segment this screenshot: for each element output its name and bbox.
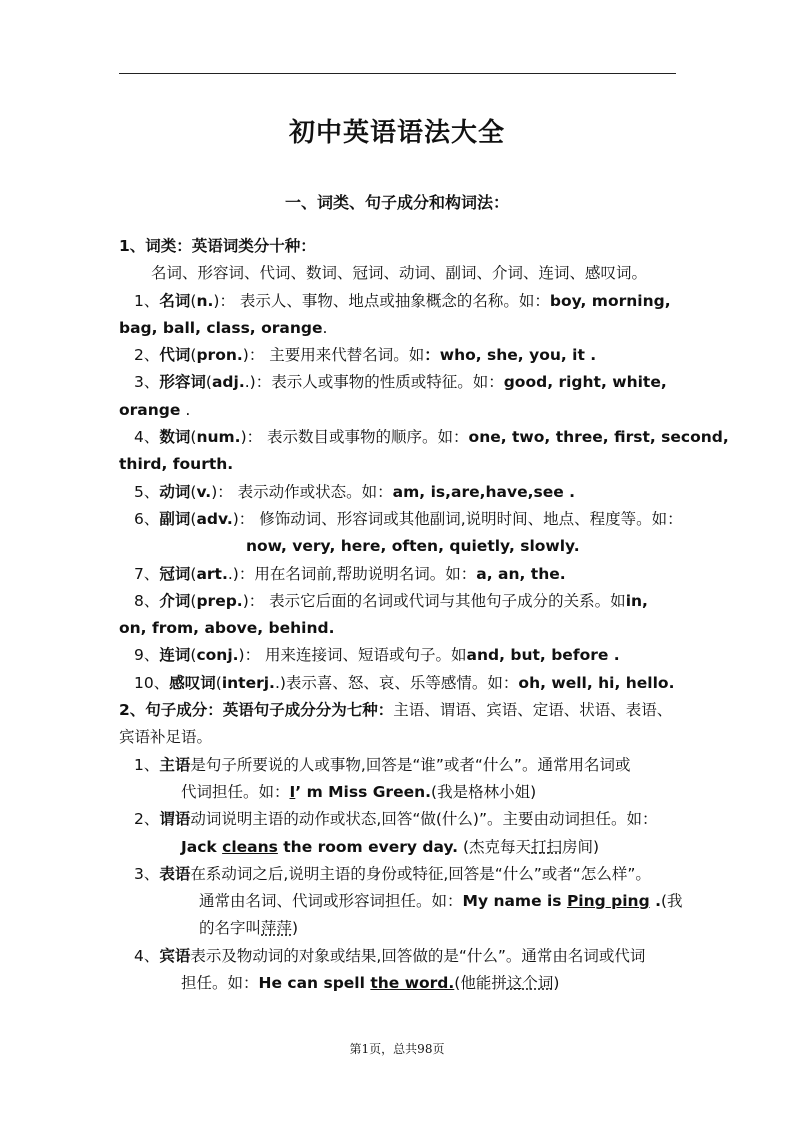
text-run: 打扫 bbox=[531, 837, 563, 856]
text-run: boy, morning, bbox=[549, 291, 671, 310]
text-run: cleans bbox=[222, 837, 278, 856]
text-line bbox=[119, 779, 685, 806]
text-run: . bbox=[649, 892, 661, 911]
text-run: ) bbox=[292, 919, 299, 938]
text-run: 6、 bbox=[134, 509, 160, 528]
text-run: adv. bbox=[196, 509, 233, 528]
text-run: the word. bbox=[370, 974, 455, 993]
text-run: adj. bbox=[211, 373, 245, 392]
text-run: 感叹词 bbox=[169, 673, 216, 692]
text-run: 连词 bbox=[159, 646, 191, 665]
text-run: ( bbox=[190, 482, 197, 501]
text-run: 数词 bbox=[159, 428, 191, 447]
text-run: 冠词 bbox=[159, 564, 191, 583]
text-line bbox=[119, 397, 685, 424]
text-run: 形容词 bbox=[159, 373, 206, 392]
text-line bbox=[119, 724, 685, 751]
text-line bbox=[119, 697, 685, 724]
text-run: 代词担任。如： bbox=[181, 782, 290, 801]
text-run: He can spell bbox=[258, 974, 371, 993]
text-line bbox=[119, 670, 685, 697]
text-run: conj. bbox=[196, 646, 239, 665]
text-run: 2、 bbox=[134, 346, 160, 365]
text-line bbox=[119, 315, 685, 342]
text-run: 副词 bbox=[159, 509, 191, 528]
text-line bbox=[119, 642, 685, 669]
text-line bbox=[119, 288, 685, 315]
text-run: 宾语 bbox=[159, 946, 191, 965]
text-run: 5、 bbox=[134, 482, 160, 501]
text-run: 9、 bbox=[134, 646, 160, 665]
text-run: 3、 bbox=[134, 373, 160, 392]
text-run: I bbox=[289, 782, 296, 801]
text-run: a, an, the. bbox=[476, 564, 566, 583]
text-run: (我是格林小姐) bbox=[431, 782, 537, 801]
text-line bbox=[119, 533, 685, 560]
page-footer: 第1页，总共98页 bbox=[349, 1042, 445, 1056]
body-text bbox=[119, 233, 729, 997]
text-run: art. bbox=[196, 564, 228, 583]
text-run: .)：表示人或事物的性质或特征。如： bbox=[244, 373, 504, 392]
text-run: )： 主要用来代替名词。如 bbox=[242, 346, 425, 365]
text-line bbox=[119, 451, 685, 478]
text-line bbox=[119, 342, 685, 369]
text-run: (我 bbox=[660, 892, 683, 911]
text-run: in, bbox=[625, 591, 648, 610]
text-run: 10、 bbox=[134, 673, 170, 692]
text-run: Jack bbox=[181, 837, 223, 856]
text-run: on, from, above, behind. bbox=[119, 619, 335, 638]
text-run: ’ m Miss Green. bbox=[295, 782, 432, 801]
text-run: 表示及物动词的对象或结果,回答做的是“什么”。通常由名词或代词 bbox=[190, 946, 646, 965]
text-run: 3、 bbox=[134, 864, 160, 883]
text-line bbox=[119, 260, 685, 287]
text-run: 7、 bbox=[134, 564, 160, 583]
text-run: good, right, white, bbox=[503, 373, 667, 392]
text-run: .)：用在名词前,帮助说明名词。如： bbox=[227, 564, 477, 583]
text-run: My name is bbox=[462, 892, 567, 911]
text-run: 动词说明主语的动作或状态,回答“做(什么)”。主要由动词担任。如： bbox=[190, 810, 658, 829]
text-run: (他能拼 bbox=[454, 974, 507, 993]
text-line bbox=[119, 369, 685, 396]
header-rule bbox=[119, 73, 676, 74]
text-run: 这个词 bbox=[506, 974, 554, 993]
text-run: num. bbox=[196, 428, 241, 447]
text-run: orange bbox=[119, 400, 181, 419]
text-run: 2、句子成分：英语句子成分分为七种： bbox=[119, 701, 394, 720]
text-run: 房间) bbox=[562, 837, 600, 856]
text-line bbox=[119, 915, 685, 942]
text-run: 4、 bbox=[134, 428, 160, 447]
text-run: ( bbox=[215, 673, 222, 692]
text-line bbox=[119, 233, 685, 260]
text-run: 名词 bbox=[159, 291, 191, 310]
text-run: ( bbox=[190, 428, 197, 447]
text-run: am, is,are,have,see . bbox=[392, 482, 576, 501]
text-run: 4、 bbox=[134, 946, 160, 965]
text-run: )： 表示数目或事物的顺序。如： bbox=[240, 428, 469, 447]
text-run: )： 表示人、事物、地点或抽象概念的名称。如： bbox=[213, 291, 550, 310]
text-run: n. bbox=[196, 291, 214, 310]
text-run: )： 修饰动词、形容词或其他副词,说明时间、地点、程度等。如： bbox=[232, 509, 683, 528]
text-run: . bbox=[180, 400, 191, 419]
text-run: and, but, before . bbox=[466, 646, 620, 665]
page-title: 初中英语语法大全 bbox=[288, 118, 505, 148]
text-run: 通常由名词、代词或形容词担任。如： bbox=[199, 892, 463, 911]
text-run: )： 表示动作或状态。如： bbox=[211, 482, 393, 501]
text-run: prep. bbox=[196, 591, 243, 610]
text-run: v. bbox=[196, 482, 212, 501]
text-run: now, very, here, often, quietly, slowly. bbox=[246, 537, 580, 556]
text-run: 1、词类：英语词类分十种： bbox=[119, 237, 316, 255]
text-run: 主语 bbox=[159, 755, 191, 774]
text-run: bag, ball, class, orange bbox=[119, 318, 323, 337]
text-run: one, two, three, first, second, bbox=[468, 428, 729, 447]
text-run: ( bbox=[190, 564, 197, 583]
text-line bbox=[119, 806, 685, 833]
text-run: ( bbox=[190, 291, 197, 310]
text-line bbox=[119, 506, 685, 533]
text-run: 宾语补足语。 bbox=[119, 728, 213, 747]
text-run: 担任。如： bbox=[181, 974, 259, 993]
section-heading: 一、词类、句子成分和构词法： bbox=[284, 193, 509, 212]
text-run: 的名字叫 bbox=[199, 919, 262, 938]
text-run: 是句子所要说的人或事物,回答是“谁”或者“什么”。通常用名词或 bbox=[190, 755, 631, 774]
text-run: (杰克每天 bbox=[458, 837, 532, 856]
text-line bbox=[119, 834, 685, 861]
text-line bbox=[119, 861, 685, 888]
text-run: )： 用来连接词、短语或句子。如 bbox=[238, 646, 467, 665]
text-run: 主语、谓语、宾语、定语、状语、表语、 bbox=[393, 701, 673, 720]
text-line bbox=[119, 424, 729, 451]
text-run: third, fourth. bbox=[119, 455, 234, 474]
text-line bbox=[119, 943, 685, 970]
text-run: 名词、形容词、代词、数词、冠词、动词、副词、介词、连词、感叹词。 bbox=[151, 264, 648, 283]
text-run: 代词 bbox=[159, 346, 191, 365]
text-line bbox=[119, 970, 685, 997]
text-run: )： 表示它后面的名词或代词与其他句子成分的关系。如 bbox=[242, 591, 626, 610]
text-run: 介词 bbox=[159, 591, 191, 610]
text-line bbox=[119, 752, 685, 779]
text-run: pron. bbox=[196, 346, 243, 365]
text-run: 2、 bbox=[134, 810, 160, 829]
text-line bbox=[119, 561, 685, 588]
text-run: 在系动词之后,说明主语的身份或特征,回答是“什么”或者“怎么样”。 bbox=[190, 864, 651, 883]
text-line bbox=[119, 588, 685, 615]
text-run: ( bbox=[190, 346, 197, 365]
text-run: 萍萍 bbox=[261, 919, 293, 938]
text-run: ( bbox=[190, 591, 197, 610]
text-line bbox=[119, 479, 685, 506]
text-run: 谓语 bbox=[159, 810, 191, 829]
text-line bbox=[119, 888, 685, 915]
text-run: 1、 bbox=[134, 755, 160, 774]
text-run: 8、 bbox=[134, 591, 160, 610]
text-run: oh, well, hi, hello. bbox=[518, 673, 675, 692]
text-run: the room every day. bbox=[277, 837, 459, 856]
text-run: ) bbox=[553, 974, 560, 993]
text-run: . bbox=[322, 318, 328, 337]
text-run: 动词 bbox=[159, 482, 191, 501]
text-run: 1、 bbox=[134, 291, 160, 310]
text-run: ( bbox=[205, 373, 212, 392]
text-run: ( bbox=[190, 509, 197, 528]
text-run: Ping ping bbox=[566, 892, 650, 911]
text-run: ：who, she, you, it . bbox=[424, 346, 597, 365]
text-run: 表语 bbox=[159, 864, 191, 883]
text-run: ( bbox=[190, 646, 197, 665]
text-line bbox=[119, 615, 685, 642]
text-run: .)表示喜、怒、哀、乐等感情。如： bbox=[274, 673, 519, 692]
text-run: interj. bbox=[221, 673, 275, 692]
